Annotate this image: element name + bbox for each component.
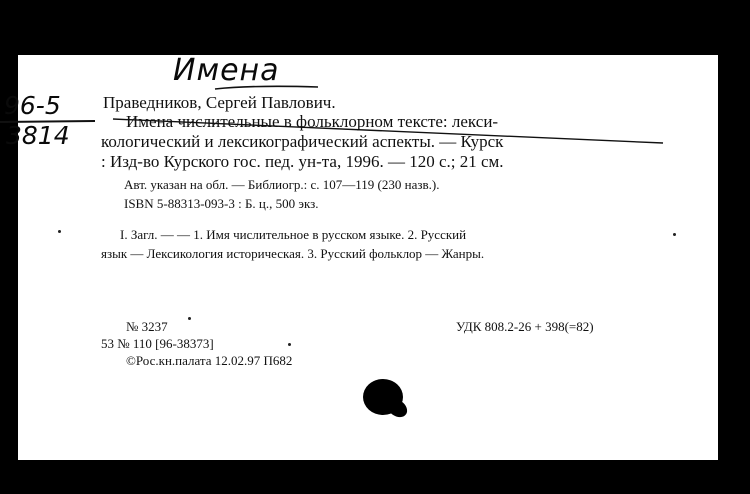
handwritten-topic-underline (213, 83, 323, 93)
handwritten-shelf-code-2: 3814 (6, 121, 70, 150)
ink-speck (673, 233, 676, 236)
ink-speck (188, 317, 191, 320)
udk-code: УДК 808.2-26 + 398(=82) (456, 319, 594, 334)
handwritten-topic: Имена (173, 53, 280, 88)
ink-speck (288, 343, 291, 346)
ink-speck (58, 230, 61, 233)
note-line: Авт. указан на обл. — Библиогр.: с. 107—119 (230 назв.). (124, 177, 440, 192)
subjects-line-1: I. Загл. — — 1. Имя числительное в русском языке. 2. Русский (120, 227, 467, 242)
subjects-line-2: язык — Лексикология историческая. 3. Русский фольклор — Жанры. (101, 246, 485, 261)
catalog-card (4, 53, 718, 460)
author-line: Праведников, Сергей Павлович. (103, 93, 336, 112)
series-number: 53 № 110 [96-38373] (101, 336, 214, 351)
title-line-2: кологический и лексикографический аспекты. — Курск (101, 132, 504, 151)
imprint-line: : Изд-во Курского гос. пед. ун-та, 1996. — 120 с.; 21 см. (101, 152, 504, 171)
card-number: № 3237 (126, 319, 168, 334)
isbn-line: ISBN 5-88313-093-3 : Б. ц., 500 экз. (124, 196, 319, 211)
handwritten-shelf-code-1: 96-5 (4, 91, 61, 120)
book-chamber-line: ©Рос.кн.палата 12.02.97 П682 (126, 353, 293, 368)
title-line-1: Имена числительные в фольклорном тексте: лекси- (126, 112, 499, 131)
